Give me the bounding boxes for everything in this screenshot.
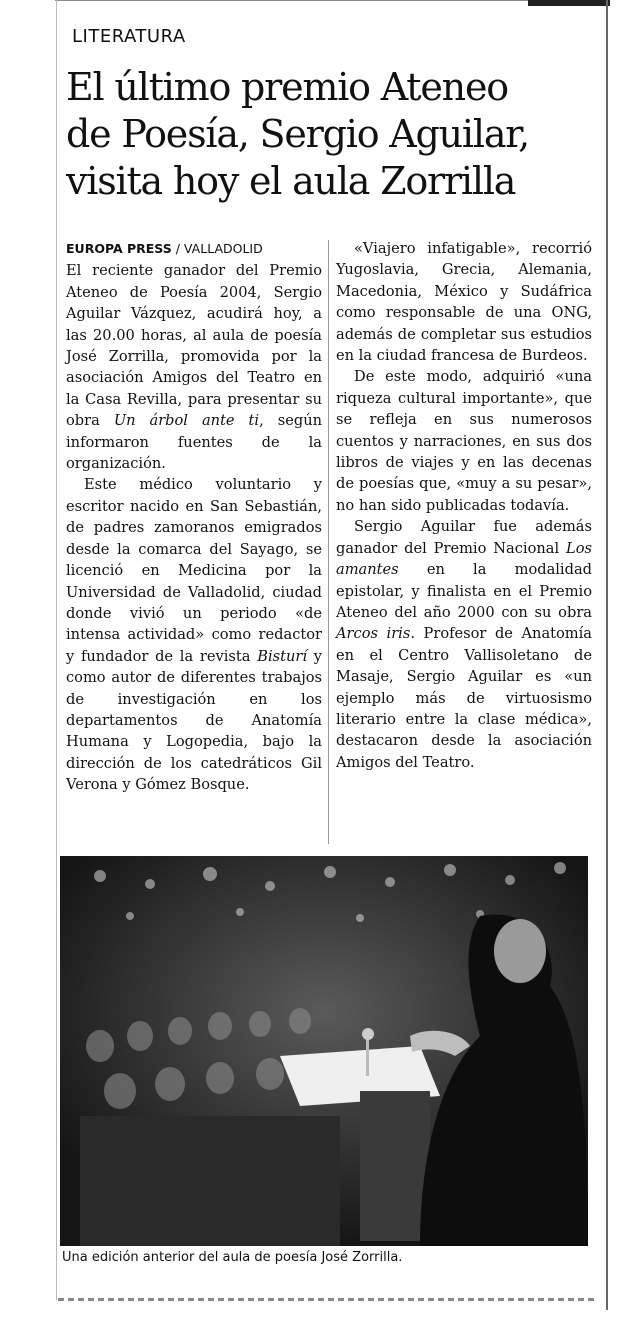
- book-title: Los amantes: [336, 539, 592, 579]
- top-rule-bar: [528, 0, 610, 6]
- byline: [66, 238, 322, 259]
- byline-agency: EUROPA PRESS: [66, 241, 172, 256]
- magazine-title: Bisturí: [257, 647, 308, 665]
- right-margin-rule: [606, 0, 608, 1310]
- paragraph: [336, 516, 592, 773]
- headline: [66, 64, 606, 205]
- top-rule: [55, 0, 585, 7]
- bottom-rule: [58, 1298, 598, 1301]
- paragraph-text: El reciente ganador del Premio Ateneo de Poesía 2004, Sergio Aguilar Vázquez, acudirá hoy, a las 20.00 horas, al aula de poesía José Zorrilla, promovida por la asociación Amigos del Teatro en la Casa Revilla, para presentar su obra: [66, 262, 322, 430]
- paragraph-text: , según informaron fuentes de la organización.: [66, 412, 322, 473]
- paragraph: [66, 260, 322, 474]
- headline-line-1: El último premio Ateneo: [66, 65, 508, 109]
- section-label: LITERATURA: [72, 26, 186, 47]
- paragraph: De este modo, adquirió «una riqueza cultural importante», que se refleja en sus numerosos cuentos y narraciones, en sus dos libros de viajes y en las decenas de poesías que, «muy a su pesar», no han sido publicadas todavía.: [336, 368, 592, 514]
- byline-city: VALLADOLID: [183, 241, 263, 256]
- paragraph-text: Sergio Aguilar fue además ganador del Premio Nacional: [336, 518, 592, 557]
- event-photo: [60, 856, 588, 1246]
- paragraph: «Viajero infatigable», recorrió Yugoslavia, Grecia, Alemania, Macedonia, México y Sudáfrica como responsable de una ONG, además de completar sus estudios en la ciudad francesa de Burdeos.: [336, 240, 592, 365]
- paragraph-text: en la modalidad epistolar, y finalista en el Premio Ateneo del año 2000 con su obra: [336, 561, 592, 621]
- paragraph-text: . Profesor de Anatomía en el Centro Vallisoletano de Masaje, Sergio Aguilar es «un ejemplo más de virtuosismo literario entre la clase médica», destacaron desde la asociación Amigos del Teatro.: [336, 625, 592, 771]
- byline-separator: /: [171, 241, 184, 256]
- paragraph: [66, 474, 322, 795]
- headline-line-2: de Poesía, Sergio Aguilar,: [66, 112, 529, 156]
- left-margin-rule: [56, 0, 57, 1300]
- paragraph-text: y como autor de diferentes trabajos de investigación en los departamentos de Anatomía Humana y Logopedia, bajo la dirección de los catedráticos Gil Verona y Gómez Bosque.: [66, 647, 322, 794]
- photo-caption: Una edición anterior del aula de poesía José Zorrilla.: [62, 1250, 403, 1265]
- column-divider: [328, 240, 329, 844]
- event-photo-illustration: [60, 856, 588, 1246]
- book-title: Arcos iris: [336, 625, 411, 643]
- headline-line-3: visita hoy el aula Zorrilla: [66, 159, 516, 203]
- article-column-1: [66, 238, 322, 796]
- book-title: Un árbol ante ti: [113, 412, 260, 430]
- paragraph-text: Este médico voluntario y escritor nacido en San Sebastián, de padres zamoranos emigrados desde la comarca del Sayago, se licenció en Medicina por la Universidad de Valladolid, ciudad donde vivió un periodo «de intensa actividad» como redactor y fundador de la revista: [66, 476, 322, 665]
- article-column-2: [336, 238, 592, 773]
